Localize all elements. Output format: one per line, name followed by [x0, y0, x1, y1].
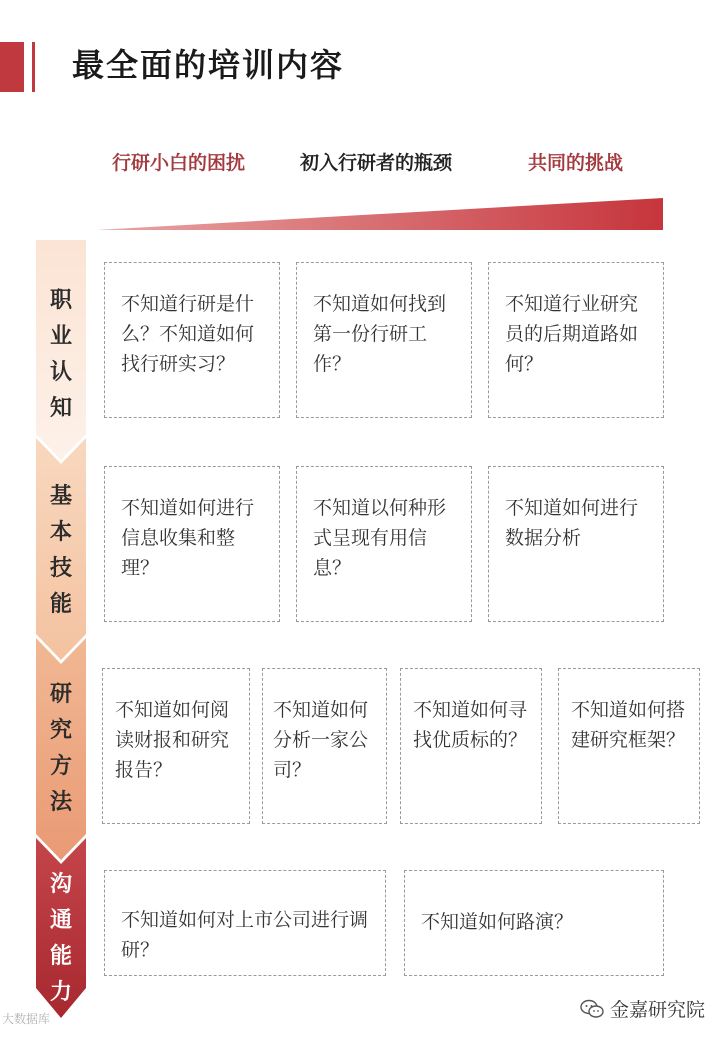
title-accent-block [0, 42, 24, 92]
footer-watermark-left: 大数据库 [2, 1012, 51, 1026]
wechat-icon [580, 999, 604, 1019]
page-title: 最全面的培训内容 [72, 46, 345, 84]
card-methods-3: 不知道如何寻找优质标的？ [400, 668, 542, 824]
card-methods-1: 不知道如何阅读财报和研究报告？ [102, 668, 250, 824]
card-career-2: 不知道如何找到第一份行研工作？ [296, 262, 472, 418]
card-methods-4: 不知道如何搭建研究框架？ [558, 668, 700, 824]
rail-label-skills: 基 本 技 能 [49, 483, 72, 617]
card-communication-2: 不知道如何路演？ [404, 870, 664, 976]
card-methods-2: 不知道如何分析一家公司？ [262, 668, 387, 824]
card-skills-1: 不知道如何进行信息收集和整理？ [104, 466, 280, 622]
rail-label-methods: 研 究 方 法 [49, 681, 72, 815]
footer-watermark-right [580, 995, 705, 1022]
title-accent-line [32, 42, 35, 92]
stage-label-common: 共同的挑战 [528, 152, 624, 174]
card-career-1: 不知道行研是什么？不知道如何找行研实习？ [104, 262, 280, 418]
progress-wedge [95, 196, 667, 236]
card-career-3: 不知道行业研究员的后期道路如何？ [488, 262, 664, 418]
rail-label-career: 职 业 认 知 [49, 287, 72, 421]
rail-label-communication: 沟 通 能 力 [49, 871, 72, 1005]
stage-label-entry: 初入行研者的瓶颈 [300, 152, 453, 174]
card-skills-2: 不知道以何种形式呈现有用信息？ [296, 466, 472, 622]
footer-brand-label: 金嘉研究院 [610, 999, 706, 1021]
card-communication-1: 不知道如何对上市公司进行调研？ [104, 870, 386, 976]
card-skills-3: 不知道如何进行数据分析 [488, 466, 664, 622]
stage-label-beginner: 行研小白的困扰 [112, 152, 246, 174]
